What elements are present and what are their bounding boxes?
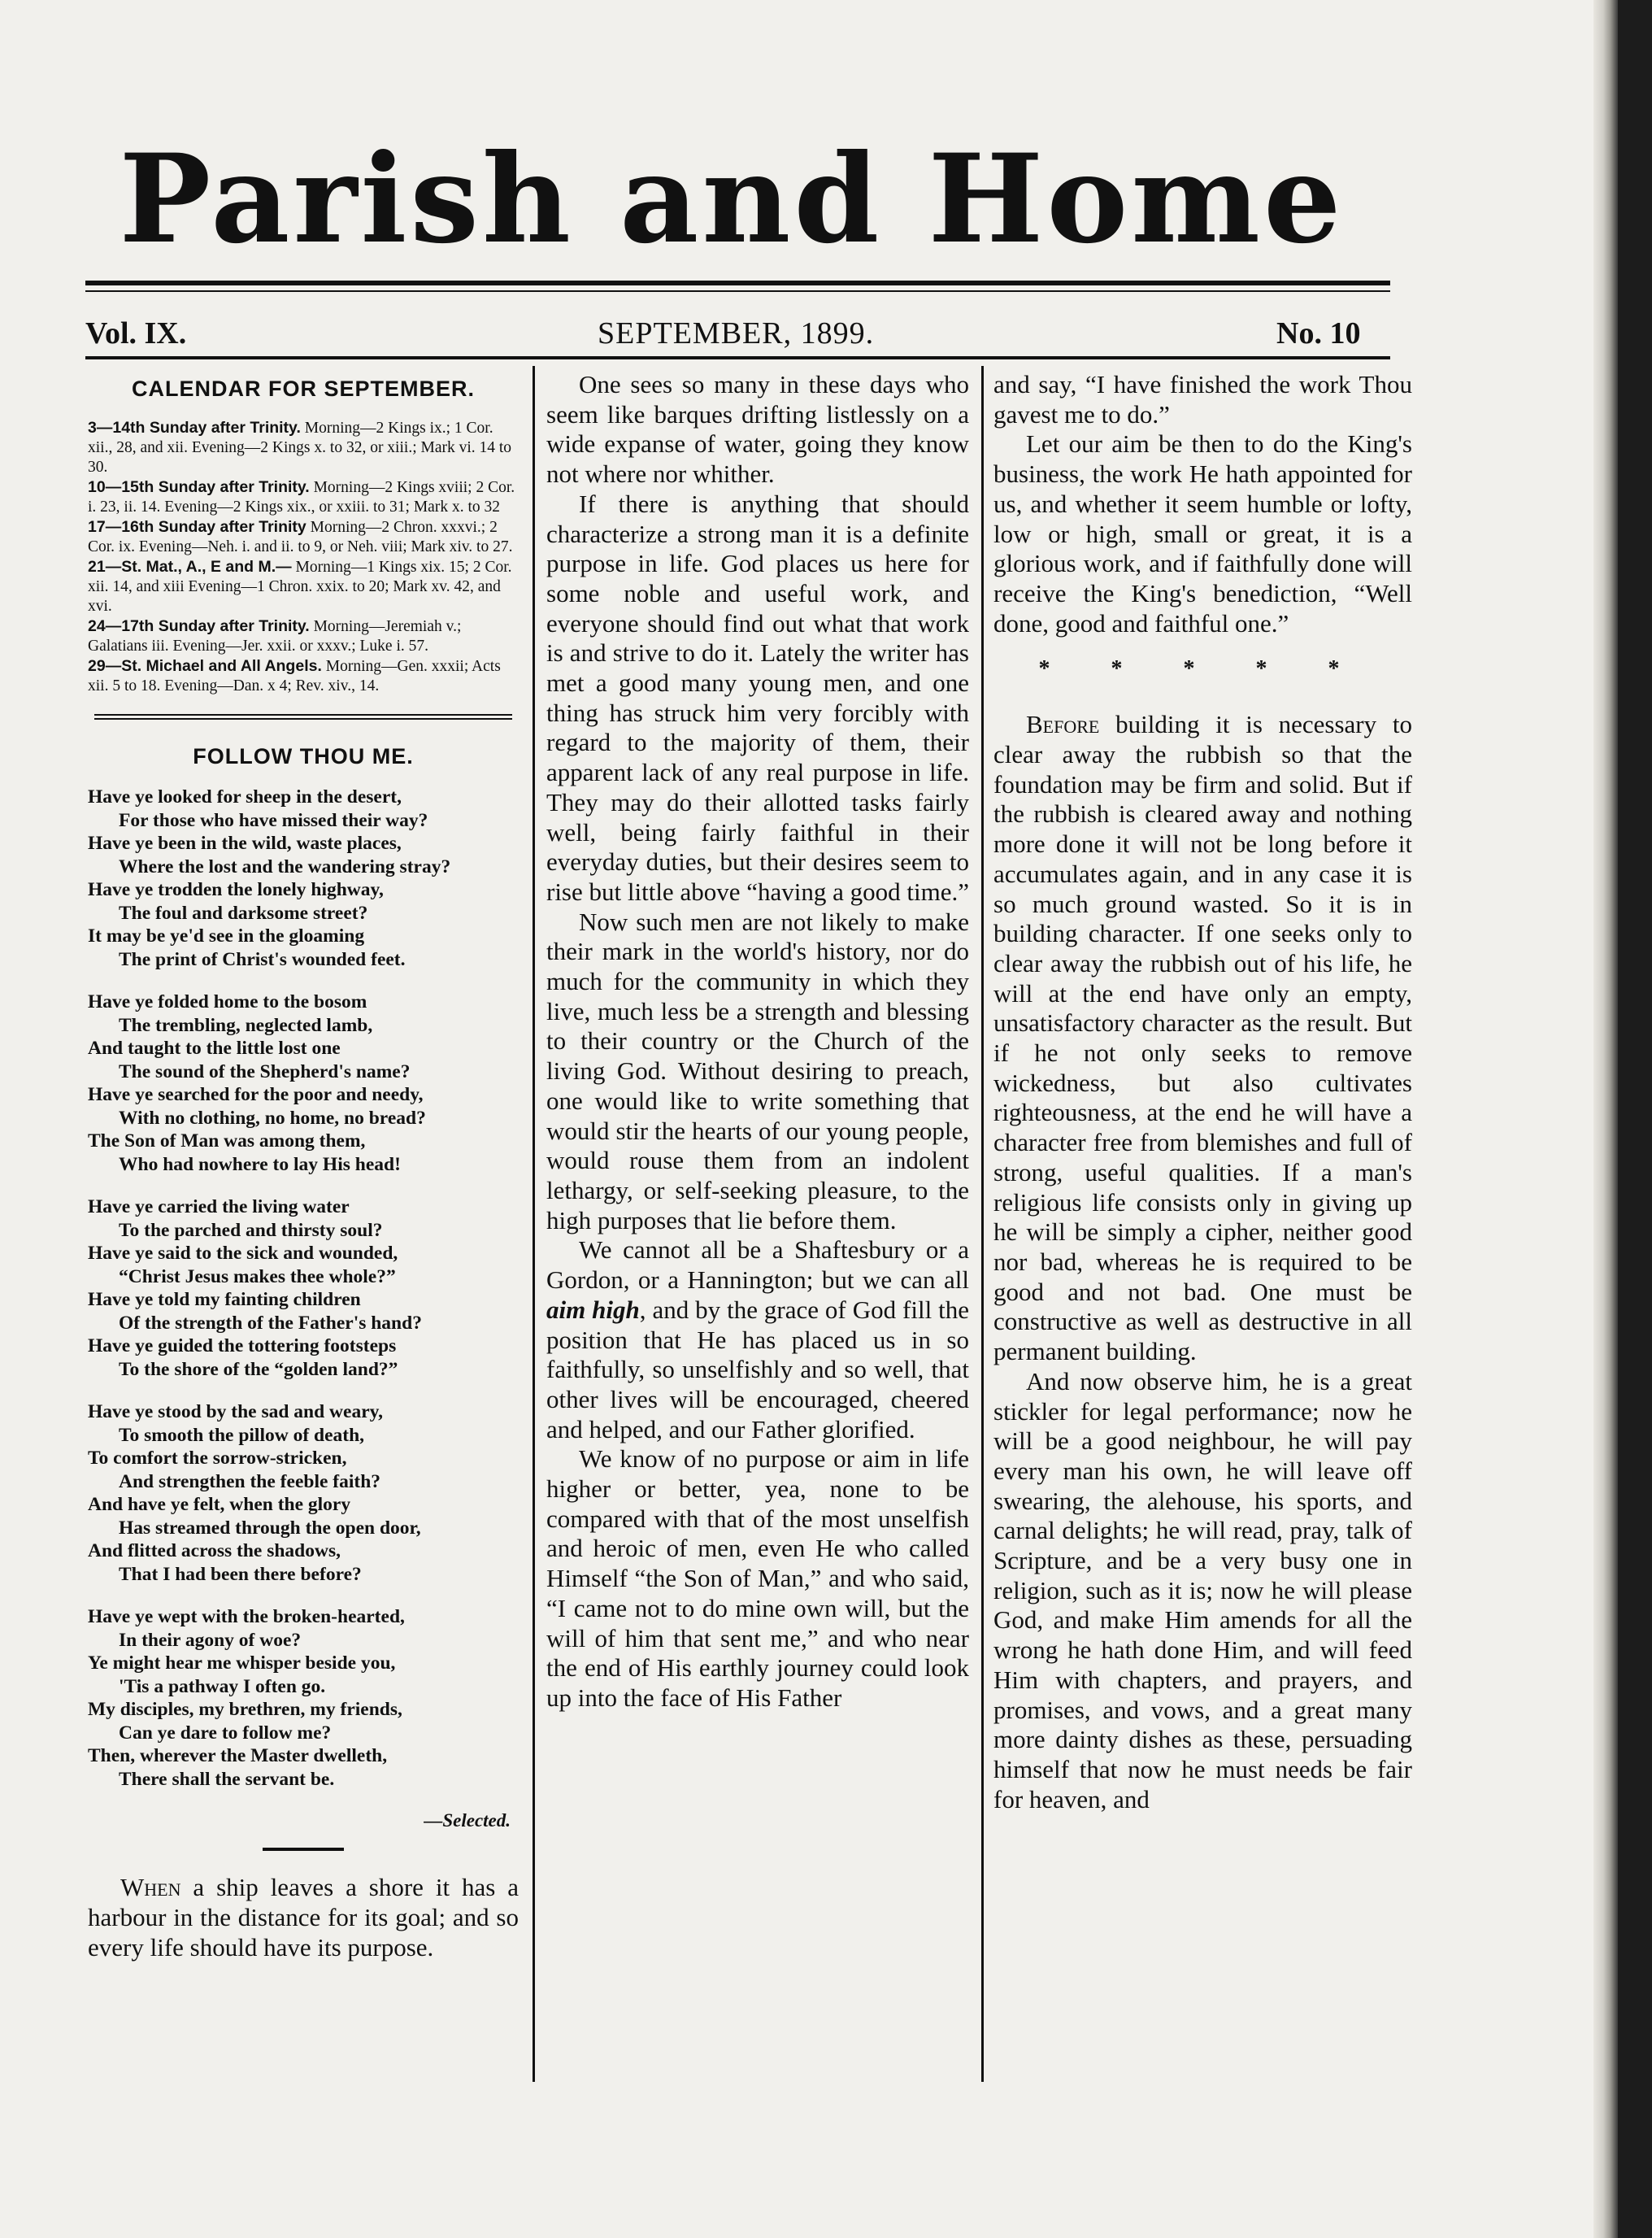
poem-stanza [88, 991, 519, 1176]
paragraph-4-text-b: , and by the grace of God fill the position that He has placed us in so faithfully, so unselfishly and so well, that other lives will be encouraged, cheered and helped, and our Father glorified. [546, 1295, 969, 1443]
paragraph-kings-business: Let our aim be then to do the King's business, the work He hath appointed for us, and whether it seem humble or lofty, low or high, small or great, it is a glorious work, and if faithfully done will receive the King's benediction, “Well done, good and faithful one.” [993, 429, 1412, 638]
poem-line: It may be ye'd see in the gloaming [88, 925, 365, 947]
calendar-entry-lead: 10—15th Sunday after Trinity. [88, 478, 310, 496]
paragraph-building [993, 710, 1412, 1366]
poem-line: Have ye guided the tottering footsteps [88, 1335, 397, 1356]
poem-line: Have ye looked for sheep in the desert, [88, 786, 402, 808]
section-stars: * * * * * [1038, 656, 1367, 682]
poem-line: To smooth the pillow of death, [119, 1424, 365, 1446]
poem-line: To the parched and thirsty soul? [119, 1219, 383, 1241]
poem-line: Have ye searched for the poor and needy, [88, 1084, 424, 1105]
poem-stanza [88, 1195, 519, 1381]
column-1 [88, 370, 519, 2082]
column-2 [546, 370, 969, 2082]
poem-stanza [88, 786, 519, 971]
paragraph-1: One sees so many in these days who seem like barques drifting listlessly on a wide expanse of water, going they know not where nor whither. [546, 370, 969, 489]
masthead-title: Parish and Home [119, 128, 1345, 271]
poem-body [88, 786, 519, 1791]
poem-line: Can ye dare to follow me? [119, 1722, 332, 1744]
poem-line: And flitted across the shadows, [88, 1540, 341, 1561]
poem-stanza [88, 1605, 519, 1791]
poem-line: And strengthen the feeble faith? [119, 1470, 381, 1492]
paragraph-3: Now such men are not likely to make their mark in the world's history, nor do much for the community in which they live, much less be a strength and blessing to their country or the Church of the living God. Without desiring to preach, one would like to write something that would stir the hearts of our young people, would rouse them from an indolent lethargy, or self-seeking pleasure, to the high purposes that lie before them. [546, 907, 969, 1234]
poem-line: The foul and darksome street? [119, 902, 368, 924]
paragraph-observe-him: And now observe him, he is a great stickler for legal performance; now he will be a good neighbour, he will pay every man his own, he will leave off swearing, the alehouse, his sports, and carnal delights; he will read, pray, talk of Scripture, and be a very busy one in religion, such as it is; now he will please God, and make Him amends for all the wrong he hath done Him, and will feed Him with chapters, and prayers, and promises, and vows, and a great many more dainty dishes as these, persuading himself that now he must needs be fair for heaven, and [993, 1366, 1412, 1813]
poem-line: The Son of Man was among them, [88, 1130, 366, 1152]
paragraph-4 [546, 1235, 969, 1444]
column-divider-2 [981, 366, 984, 2082]
poem-line: Have ye carried the living water [88, 1196, 350, 1217]
issue-line [85, 311, 1390, 356]
calendar-entry-text: Morning—Jeremiah v.; Galatians iii. Evening—Jer. xxii. or xxxv.; Luke i. 57. [88, 618, 462, 655]
calendar-entry [88, 656, 519, 696]
poem-line: Of the strength of the Father's hand? [119, 1312, 422, 1334]
paragraph-continued: and say, “I have finished the work Thou gavest me to do.” [993, 370, 1412, 429]
poem-line: There shall the servant be. [119, 1768, 335, 1790]
paragraph-text: a ship leaves a shore it has a harbour in the distance for its goal; and so every life should have its purpose. [88, 1873, 519, 1962]
poem-line: And have ye felt, when the glory [88, 1494, 351, 1515]
calendar-heading: CALENDAR FOR SEPTEMBER. [131, 377, 475, 401]
poem-line: That I had been there before? [119, 1563, 362, 1585]
poem-line: The sound of the Shepherd's name? [119, 1060, 411, 1082]
poem-line: For those who have missed their way? [119, 809, 428, 831]
masthead-rule-thin [85, 290, 1390, 292]
poem-line: Has streamed through the open door, [119, 1517, 421, 1539]
poem-line: “Christ Jesus makes thee whole?” [119, 1265, 396, 1287]
calendar-entry-text: Morning—2 Kings ix.; 1 Cor. xii., 28, and xii. Evening—2 Kings x. to 32, or xiii.; Mark vi. 14 to 30. [88, 420, 512, 476]
poem-line: Have ye folded home to the bosom [88, 991, 367, 1012]
lead-word: Before [1026, 710, 1100, 739]
calendar-entry-text: Morning—2 Chron. xxxvi.; 2 Cor. ix. Evening—Neh. i. and ii. to 9, or Neh. viii; Mark xiv. to 27. [88, 519, 513, 555]
calendar-entry-text: Morning—1 Kings xix. 15; 2 Cor. xii. 14, and xiii Evening—1 Chron. xxix. to 20; Mark xv. 42, and xvi. [88, 559, 512, 615]
calendar-entry-text: Morning—Gen. xxxii; Acts xii. 5 to 18. Evening—Dan. x 4; Rev. xiv., 14. [88, 658, 501, 694]
column-3 [993, 370, 1412, 2082]
calendar-entry [88, 418, 519, 477]
poem-line: Have ye been in the wild, waste places, [88, 833, 402, 854]
poem-line: Ye might hear me whisper beside you, [88, 1652, 396, 1674]
poem-attribution: —Selected. [424, 1810, 511, 1831]
poem-line: Have ye stood by the sad and weary, [88, 1401, 383, 1422]
calendar-entry-lead: 21—St. Mat., A., E and M.— [88, 558, 292, 576]
paragraph-2: If there is anything that should characterize a strong man it is a definite purpose in life. God places us here for some noble and useful work, and everyone should find out what that work is and strive to do it. Lately the writer has met a good many young men, and one thing has struck him very forcibly with regard to the majority of them, their apparent lack of any real purpose in life. They may do their allotted tasks fairly well, being fairly faithful in their everyday duties, but their desires seem to rise but little above “having a good time.” [546, 489, 969, 906]
masthead-rule-top [85, 281, 1390, 285]
poem-line: To comfort the sorrow-stricken, [88, 1448, 347, 1469]
poem-line: My disciples, my brethren, my friends, [88, 1699, 402, 1720]
calendar-entry-lead: 17—16th Sunday after Trinity [88, 518, 306, 536]
calendar-entry-lead: 24—17th Sunday after Trinity. [88, 617, 310, 635]
poem-line: Have ye wept with the broken-hearted, [88, 1606, 405, 1627]
paragraph-4-text-a: We cannot all be a Shaftesbury or a Gordon, or a Hannington; but we can all [546, 1235, 969, 1295]
paragraph-5: We know of no purpose or aim in life higher or better, yea, none to be compared with that of the most unselfish and heroic of men, even He who called Himself “the Son of Man,” and who said, “I came not to do mine own will, but the will of him that sent me,” and who near the end of His earthly journey could look up into the face of His Father [546, 1444, 969, 1712]
poem-line: The trembling, neglected lamb, [119, 1014, 373, 1036]
page-edge-shadow [1593, 0, 1618, 2238]
section-divider [94, 714, 512, 720]
short-divider [263, 1848, 344, 1851]
poem-line: The print of Christ's wounded feet. [119, 948, 406, 970]
poem-line: To the shore of the “golden land?” [119, 1358, 398, 1380]
paragraph-ship-harbour [88, 1872, 519, 1962]
issue-rule [85, 356, 1390, 359]
calendar-entry [88, 616, 519, 656]
paragraph-text: building it is necessary to clear away the rubbish so that the foundation may be firm and solid. But if the rubbish is cleared away and nothing more done it will not be long before it accumulates again, and in any case it is so much ground wasted. So it is in building character. If one seeks only to clear away the rubbish out of his life, he will at the end have only an empty, unsatisfactory character as the result. But if he not only seeks to remove wickedness, but also cultivates righteousness, at the end he will have a character free from blemishes and full of strong, useful qualities. If a man's religious life consists only in giving up he will be simply a cipher, neither good nor bad, whereas he is required to be good and not bad. One must be constructive as well as destructive in all permanent building. [993, 710, 1412, 1366]
poem-line: Have ye told my fainting children [88, 1289, 361, 1310]
issue-number: No. 10 [1276, 316, 1361, 351]
poem-heading: FOLLOW THOU ME. [193, 744, 414, 768]
poem-stanza [88, 1400, 519, 1586]
calendar-entry-text: Morning—2 Kings xviii; 2 Cor. i. 23, ii. 14. Evening—2 Kings xix., or xxiii. to 31; Mark x. to 32 [88, 479, 515, 516]
lead-word: When [120, 1873, 181, 1901]
calendar-list [88, 418, 519, 696]
column-divider-1 [533, 366, 535, 2082]
poem-line: Have ye said to the sick and wounded, [88, 1243, 398, 1264]
calendar-entry [88, 557, 519, 616]
volume-label: Vol. IX. [85, 316, 187, 351]
poem-line: Then, wherever the Master dwelleth, [88, 1745, 388, 1766]
poem-line: Where the lost and the wandering stray? [119, 856, 451, 877]
issue-date: SEPTEMBER, 1899. [598, 316, 875, 351]
calendar-entry [88, 477, 519, 517]
poem-line: With no clothing, no home, no bread? [119, 1107, 426, 1129]
calendar-entry-lead: 3—14th Sunday after Trinity. [88, 419, 301, 437]
poem-line: And taught to the little lost one [88, 1038, 341, 1059]
paragraph-4-emphasis: aim high [546, 1295, 640, 1324]
calendar-entry-lead: 29—St. Michael and All Angels. [88, 657, 322, 675]
poem-line: Who had nowhere to lay His head! [119, 1153, 401, 1175]
poem-line: In their agony of woe? [119, 1629, 302, 1651]
poem-line: Have ye trodden the lonely highway, [88, 879, 384, 900]
poem-line: 'Tis a pathway I often go. [119, 1675, 326, 1697]
calendar-entry [88, 517, 519, 557]
